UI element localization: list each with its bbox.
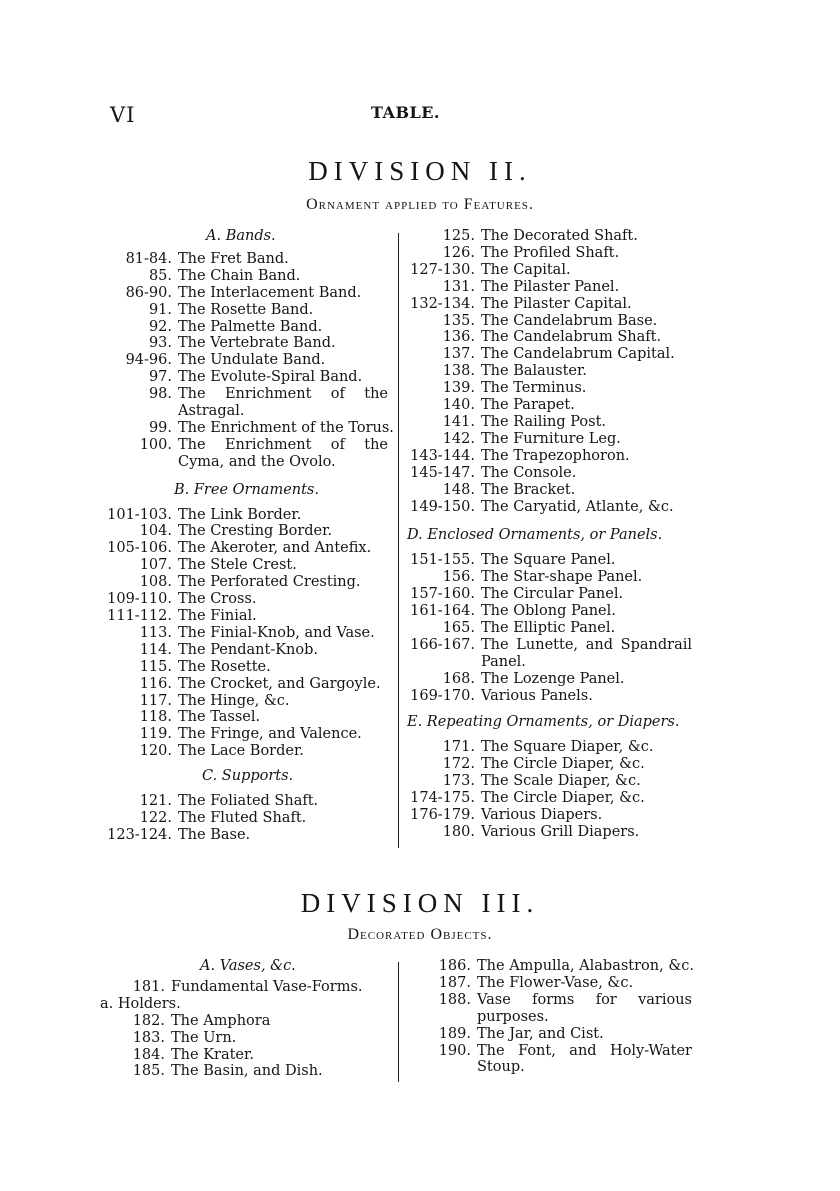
item-number: 108. [139,574,172,591]
item-title: The Lozenge Panel. [481,670,625,687]
page-number: VI [110,103,136,127]
item-number: 149-150. [410,498,475,515]
item-number: 91. [148,301,172,318]
list-item [407,739,692,756]
item-title: The Jar, and Cist. [477,1025,604,1042]
list-item [407,346,692,363]
list-item [407,262,692,279]
item-number: 126. [442,244,475,261]
division-3-right-column [407,958,692,1076]
section-vases-heading: A. Vases, &c. [200,958,296,974]
item-title: Fundamental Vase-Forms. [171,978,363,995]
list-item [104,523,388,540]
division-3-left-column [100,958,388,1080]
list-item [104,507,388,524]
item-number: 173. [442,773,475,790]
item-title: The Star-shape Panel. [481,569,643,586]
list-item [104,676,388,693]
item-title: The Console. [481,464,577,481]
list-item [407,807,692,824]
item-title: The Tassel. [178,709,261,726]
item-title: The Candelabrum Base. [481,312,658,329]
list-item [407,363,692,380]
list-item [407,313,692,330]
list-item [104,319,388,336]
item-number: 114. [139,641,172,658]
item-title: The Evolute-Spiral Band. [178,369,363,386]
list-item [104,1047,388,1064]
item-number: 168. [442,670,475,687]
item-number: 169-170. [410,687,475,704]
list-item [104,591,388,608]
list-item [407,329,692,346]
item-number: 135. [442,312,475,329]
item-title: The Railing Post. [481,413,607,430]
list-item [407,688,692,705]
item-number: 85. [148,267,172,284]
list-item [104,574,388,591]
running-title: TABLE. [371,103,440,122]
item-number: 171. [442,739,475,756]
list-item [104,302,388,319]
item-title: The Elliptic Panel. [481,619,616,636]
section-e-heading: E. Repeating Ornaments, or Diapers. [407,714,680,731]
list-item [104,810,388,827]
list-item [407,499,692,516]
item-number: 189. [438,1025,471,1042]
item-title: The Furniture Leg. [481,430,621,447]
list-item [104,659,388,676]
item-title: The Urn. [171,1029,237,1046]
item-number: 111-112. [107,608,172,624]
item-number: 116. [139,675,172,692]
list-item [104,642,388,659]
item-title: The Perforated Cresting. [178,574,361,591]
item-number: 97. [148,369,172,386]
item-title: The Palmette Band. [178,318,323,335]
item-number: 136. [442,329,475,346]
item-number: 183. [132,1029,165,1046]
item-number: 185. [132,1063,165,1080]
item-number: 107. [139,557,172,574]
list-item [104,726,388,743]
section-d-heading: D. Enclosed Ornaments, or Panels. [407,527,663,544]
item-title: The Lace Border. [178,743,304,760]
list-item [407,756,692,773]
item-number: 119. [139,726,172,743]
list-item [104,979,388,996]
item-number: 131. [442,278,475,295]
item-title: The Balauster. [481,363,587,380]
item-title: The Terminus. [481,380,587,397]
section-e-list [407,739,692,840]
list-item [407,637,692,671]
list-item [407,975,692,992]
item-number: 166-167. [410,636,475,653]
item-title: The Cresting Border. [178,523,333,540]
list-item [104,743,388,760]
list-item [104,608,388,625]
list-item [407,482,692,499]
item-title: The Cross. [178,591,257,608]
item-title: The Lunette, and Spandrail Panel. [481,636,692,670]
item-title: Various Grill Diapers. [481,823,640,840]
item-title: The Link Border. [178,506,302,523]
list-item [407,552,692,569]
item-title: The Flower-Vase, &c. [477,974,634,991]
list-item [104,335,388,352]
item-number: 137. [442,346,475,363]
item-number: 117. [139,692,172,709]
item-number: 104. [139,523,172,540]
item-number: 188. [438,991,471,1008]
item-title: The Enrichment of the Torus. [178,419,394,436]
list-item [407,603,692,620]
item-title: The Square Panel. [481,552,616,569]
section-d-list [407,552,692,704]
item-title: The Fluted Shaft. [178,809,307,826]
item-number: 151-155. [410,552,475,569]
item-title: The Candelabrum Capital. [481,346,675,363]
holders-subheading: a. Holders. [100,995,181,1012]
item-title: The Circular Panel. [481,586,624,603]
list-item [407,773,692,790]
list-item [104,386,388,420]
list-item [407,586,692,603]
list-item [104,268,388,285]
item-number: 100. [139,436,172,453]
item-number: 101-103. [107,506,172,523]
item-number: 109-110. [107,591,172,608]
division-3-subtitle: Decorated Objects. [347,926,493,943]
item-title: The Capital. [481,261,571,278]
item-number: 184. [132,1046,165,1063]
section-c-continued-list [407,228,692,515]
list-item [407,1026,692,1043]
item-number: 190. [438,1042,471,1059]
item-number: 142. [442,430,475,447]
item-title: The Akeroter, and Antefix. [178,540,372,557]
item-number: 141. [442,413,475,430]
item-title: The Bracket. [481,481,576,498]
item-title: The Profiled Shaft. [481,244,620,261]
list-item [104,1013,388,1030]
vases-continued-list [407,958,692,1076]
division-2-left-column [104,228,394,844]
item-title: The Chain Band. [178,267,301,284]
item-number: 120. [139,743,172,760]
column-divider [398,233,399,848]
item-title: The Ampulla, Alabastron, &c. [477,958,694,974]
list-item [407,790,692,807]
section-b-heading: B. Free Ornaments. [174,481,319,498]
item-title: Various Diapers. [481,806,603,823]
list-item [407,228,692,245]
list-item [407,569,692,586]
item-title: The Candelabrum Shaft. [481,329,662,346]
list-item [104,1030,388,1047]
item-title: The Finial-Knob, and Vase. [178,624,375,641]
list-item [104,1063,388,1080]
list-item [104,557,388,574]
item-title: The Decorated Shaft. [481,228,638,244]
list-item [407,296,692,313]
division-2-right-column [407,228,692,841]
item-number: 157-160. [410,586,475,603]
item-number: 99. [148,419,172,436]
list-item [104,693,388,710]
item-number: 93. [148,335,172,352]
list-item [407,245,692,262]
item-title: The Fret Band. [178,250,289,267]
list-item [104,625,388,642]
item-title: The Finial. [178,608,257,624]
item-number: 118. [139,709,172,726]
item-number: 187. [438,974,471,991]
item-number: 125. [442,228,475,244]
item-number: 140. [442,397,475,414]
item-number: 165. [442,619,475,636]
item-number: 139. [442,380,475,397]
item-title: The Pilaster Panel. [481,278,620,295]
item-number: 113. [139,624,172,641]
item-title: The Circle Diaper, &c. [481,790,645,807]
list-item [104,827,388,844]
item-title: The Trapezophoron. [481,447,630,464]
item-title: The Basin, and Dish. [171,1063,323,1080]
item-number: 132-134. [410,295,475,312]
item-title: The Stele Crest. [178,557,297,574]
list-item [104,369,388,386]
item-title: The Caryatid, Atlante, &c. [481,498,674,515]
item-number: 180. [442,823,475,840]
item-title: The Crocket, and Gargoyle. [178,675,381,692]
list-item [104,437,388,471]
division-2-subtitle: Ornament applied to Features. [306,196,534,213]
item-number: 156. [442,569,475,586]
item-number: 172. [442,756,475,773]
section-c-heading: C. Supports. [202,768,294,785]
section-b-list [104,507,388,761]
item-title: The Scale Diaper, &c. [481,773,641,790]
list-item [104,793,388,810]
item-number: 92. [148,318,172,335]
list-item [407,380,692,397]
list-item [104,419,394,437]
item-title: Various Panels. [481,687,593,704]
item-title: The Rosette. [178,658,271,675]
item-title: The Krater. [171,1046,254,1063]
item-number: 94-96. [125,352,172,369]
section-c-list [104,793,388,844]
list-item [407,824,692,841]
item-number: 148. [442,481,475,498]
item-number: 98. [148,386,172,403]
item-number: 181. [132,978,165,995]
item-title: The Undulate Band. [178,352,326,369]
list-item [104,251,388,268]
division-3-title: DIVISION III. [300,888,540,918]
item-title: The Parapet. [481,397,575,414]
list-item [407,397,692,414]
list-item [407,448,692,465]
holders-list [104,1013,388,1081]
item-title: The Circle Diaper, &c. [481,756,645,773]
list-item [104,709,388,726]
item-title: The Interlacement Band. [178,284,362,301]
list-item [407,620,692,637]
item-number: 105-106. [107,540,172,557]
item-number: 86-90. [125,284,172,301]
item-number: 174-175. [410,790,475,807]
item-number: 115. [139,658,172,675]
item-title: The Oblong Panel. [481,603,616,620]
list-item [407,671,692,688]
column-divider-2 [398,962,399,1082]
item-title: The Pendant-Knob. [178,641,319,658]
list-item [407,414,692,431]
item-title: The Fringe, and Valence. [178,726,362,743]
list-item [407,992,692,1026]
list-item [104,352,388,369]
item-title: The Enrichment of the Astragal. [178,386,388,420]
item-number: 186. [438,958,471,974]
list-item [407,431,692,448]
item-number: 161-164. [410,603,475,620]
list-item [407,279,692,296]
item-number: 182. [132,1012,165,1029]
item-number: 138. [442,363,475,380]
item-number: 127-130. [410,261,475,278]
item-title: The Hinge, &c. [178,692,290,709]
item-title: The Rosette Band. [178,301,314,318]
list-item [407,1043,692,1077]
list-item [407,958,692,975]
section-a-heading: A. Bands. [206,228,276,244]
item-title: The Foliated Shaft. [178,793,319,810]
item-number: 123-124. [107,826,172,843]
item-title: The Font, and Holy-Water Stoup. [477,1042,692,1076]
item-title: The Square Diaper, &c. [481,739,654,756]
list-item [104,285,388,302]
item-number: 143-144. [410,447,475,464]
list-item [407,465,692,482]
list-item [104,540,388,557]
item-number: 81-84. [125,250,172,267]
item-title: The Pilaster Capital. [481,295,632,312]
item-number: 145-147. [410,464,475,481]
item-title: The Amphora [171,1012,271,1029]
item-number: 121. [139,793,172,810]
item-title: The Base. [178,826,251,843]
division-2-title: DIVISION II. [308,156,532,186]
section-a-list [104,250,394,471]
item-title: Vase forms for various purposes. [477,991,692,1025]
item-title: The Vertebrate Band. [178,335,336,352]
item-title: The Enrichment of the Cyma, and the Ovolo. [178,436,388,470]
item-number: 122. [139,809,172,826]
item-number: 176-179. [410,806,475,823]
